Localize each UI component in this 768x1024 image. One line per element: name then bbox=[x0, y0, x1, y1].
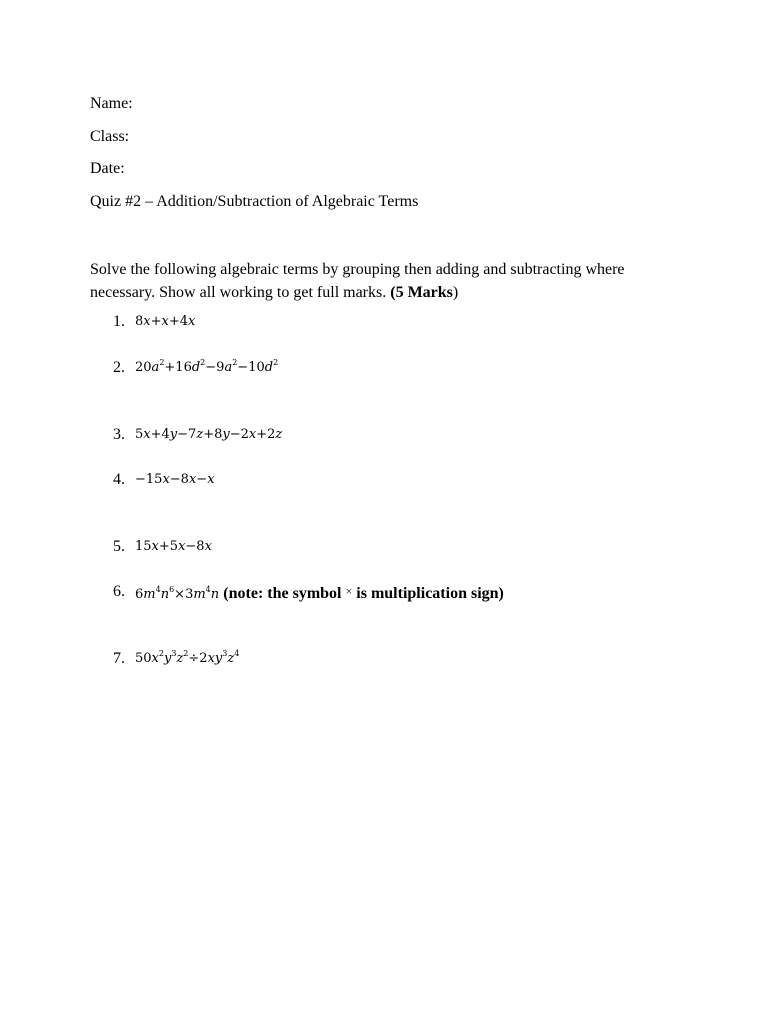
multiplication-symbol: × bbox=[345, 584, 353, 598]
note-suffix: is multiplication sign) bbox=[356, 585, 504, 602]
instructions bbox=[90, 258, 690, 304]
question-2-expression: $20a^2+16d^2-9a^2-10d^2$ bbox=[135, 358, 279, 375]
date-label: Date: bbox=[90, 160, 125, 177]
question-6-note bbox=[223, 585, 504, 602]
question-5-expression: 15x+5x−8x bbox=[135, 539, 212, 554]
question-3-expression: 5x+4y−7z+8y−2x+2z bbox=[135, 427, 283, 442]
question-6-number: 6. bbox=[113, 583, 125, 600]
question-4-expression: −15x−8x−x bbox=[135, 472, 215, 487]
question-4-number: 4. bbox=[113, 471, 125, 488]
class-label: Class: bbox=[90, 128, 130, 145]
question-3-number: 3. bbox=[113, 426, 125, 443]
question-5-number: 5. bbox=[113, 538, 125, 555]
instructions-text: Solve the following algebraic terms by grouping then adding and subtracting where necessary. Show all working to get full marks. bbox=[90, 261, 625, 301]
note-prefix: (note: the symbol bbox=[223, 585, 342, 602]
question-1-expression: 8x+x+4x bbox=[135, 314, 196, 329]
marks-close: ) bbox=[452, 284, 459, 301]
question-7-number: 7. bbox=[113, 650, 125, 667]
name-label: Name: bbox=[90, 95, 133, 112]
quiz-title: Quiz #2 – Addition/Subtraction of Algebraic Terms bbox=[90, 193, 419, 210]
question-6-expression: $6m^4n^6\times 3m^4n$ (note: the symbol × is multiplication sign) bbox=[135, 584, 504, 602]
question-7-expression: $50x^2y^3z^2\div 2xy^3z^4$ bbox=[135, 649, 240, 666]
question-2-number: 2. bbox=[113, 359, 125, 376]
marks-label: (5 Marks bbox=[390, 284, 453, 301]
question-1-number: 1. bbox=[113, 313, 125, 330]
